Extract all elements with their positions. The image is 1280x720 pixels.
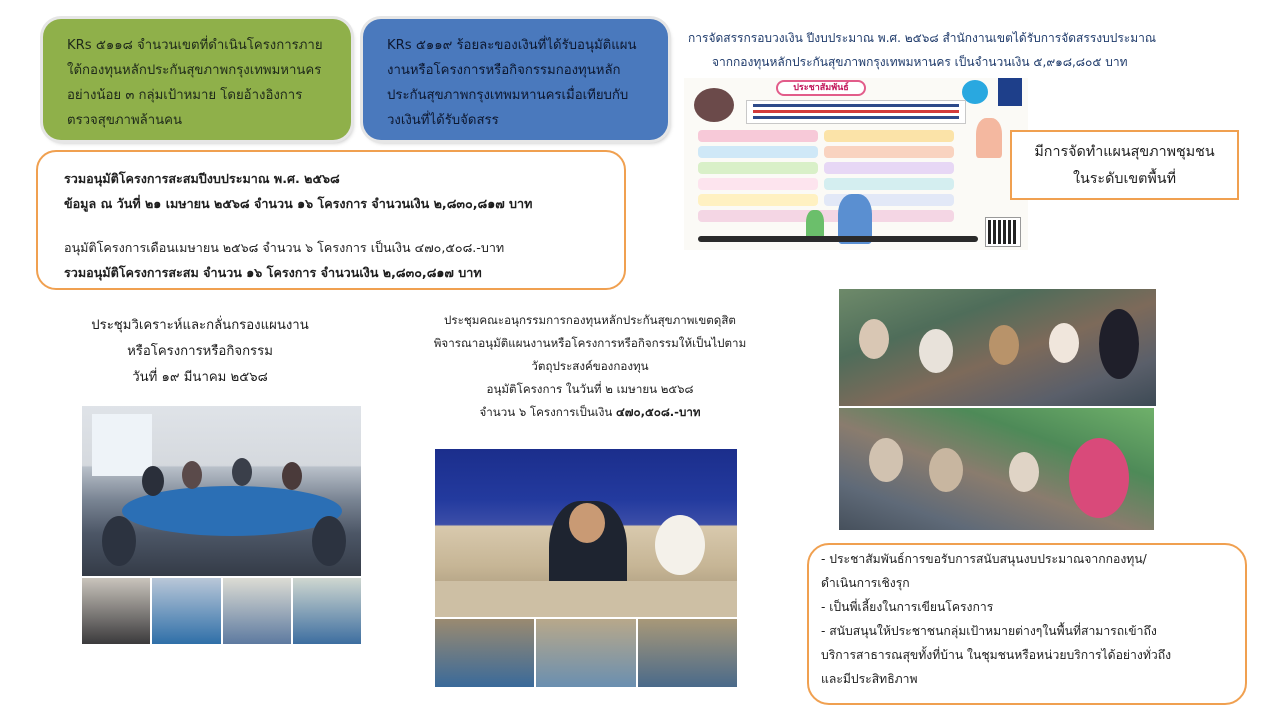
- budget-line-2: จากกองทุนหลักประกันสุขภาพกรุงเทพมหานคร เป็นจำนวนเงิน ๕,๙๑๘,๘๐๕ บาท: [712, 55, 1128, 69]
- committee-thumb: [638, 619, 737, 687]
- poster-card: [698, 194, 818, 206]
- poster-card: [698, 178, 818, 190]
- poster-card: [698, 130, 818, 142]
- meeting-thumb: [223, 578, 291, 644]
- meeting-thumb: [152, 578, 220, 644]
- poster-heading: ประชาสัมพันธ์: [776, 80, 866, 96]
- bullet-line: - ประชาสัมพันธ์การขอรับการสนับสนุนงบประมาณจากกองทุน/: [821, 552, 1147, 566]
- caption-center-line-3: วัตถุประสงค์ของกองทุน: [531, 359, 649, 373]
- bullet-line: บริการสาธารณสุขทั้งที่บ้าน ในชุมชนหรือหน่วยบริการได้อย่างทั่วถึง: [821, 648, 1172, 662]
- poster-figure: [976, 118, 1002, 158]
- caption-center-amount: ๔๗๐,๕๐๘.-บาท: [616, 405, 701, 419]
- poster-footer: [698, 236, 978, 242]
- plan-line-2: ในระดับเขตพื้นที่: [1072, 171, 1177, 187]
- meeting-thumb: [82, 578, 150, 644]
- summary-cumulative-total: รวมอนุมัติโครงการสะสม จำนวน ๑๖ โครงการ จำนวนเงิน ๒,๘๓๐,๘๑๗ บาท: [64, 265, 482, 280]
- caption-left-line-2: หรือโครงการหรือกิจกรรม: [127, 344, 273, 359]
- summary-title: รวมอนุมัติโครงการสะสมปีงบประมาณ พ.ศ. ๒๕๖๘: [64, 171, 340, 186]
- poster-card: [698, 162, 818, 174]
- poster-card: [698, 146, 818, 158]
- meeting-photo-main: [82, 406, 361, 576]
- mascot-illustration: [694, 88, 734, 122]
- poster-card: [824, 146, 954, 158]
- bullet-line: ดำเนินการเชิงรุก: [821, 576, 910, 590]
- caption-left-line-1: ประชุมวิเคราะห์และกลั่นกรองแผนงาน: [91, 318, 309, 333]
- approval-summary-box: [36, 150, 626, 290]
- poster-card: [698, 210, 954, 222]
- meeting-caption-center: [410, 309, 770, 424]
- poster-card: [824, 178, 954, 190]
- speaker-face: [569, 503, 605, 543]
- caption-center-line-1: ประชุมคณะอนุกรรมการกองทุนหลักประกันสุขภาพเขตดุสิต: [444, 313, 736, 327]
- kr-5118-box: KRs ๕๑๑๘ จำนวนเขตที่ดำเนินโครงการภายใต้กองทุนหลักประกันสุขภาพกรุงเทพมหานครอย่างน้อย ๓ กลุ่มเป้าหมาย โดยอ้างอิงการตรวจสุขภาพล้านคน: [43, 19, 351, 140]
- qr-code-icon: [986, 218, 1020, 246]
- poster-card: [824, 130, 954, 142]
- window: [92, 414, 152, 476]
- bullet-line: - เป็นพี่เลี้ยงในการเขียนโครงการ: [821, 600, 994, 614]
- pr-poster-image: [684, 78, 1028, 250]
- caption-center-line-5: [410, 401, 770, 424]
- desk: [435, 581, 737, 617]
- community-photo-1: [839, 289, 1156, 406]
- director-photo: [435, 449, 737, 617]
- bullet-line: และมีประสิทธิภาพ: [821, 672, 918, 686]
- bangkok-logo-icon: [998, 78, 1022, 106]
- caption-center-line-4: อนุมัติโครงการ ในวันที่ ๒ เมษายน ๒๕๖๘: [486, 382, 694, 396]
- summary-april-approval: อนุมัติโครงการเดือนเมษายน ๒๕๖๘ จำนวน ๖ โครงการ เป็นเงิน ๔๗๐,๕๐๘.-บาท: [64, 240, 505, 255]
- summary-data-date: ข้อมูล ณ วันที่ ๒๑ เมษายน ๒๕๖๘ จำนวน ๑๖ โครงการ จำนวนเงิน ๒,๘๓๐,๘๑๗ บาท: [64, 196, 533, 211]
- community-photo-2: [839, 408, 1154, 530]
- caption-left-date: วันที่ ๑๙ มีนาคม ๒๕๖๘: [132, 370, 268, 385]
- budget-line-1: การจัดสรรกรอบวงเงิน ปีงบประมาณ พ.ศ. ๒๕๖๘ สำนักงานเขตได้รับการจัดสรรงบประมาณ: [688, 31, 1157, 45]
- meeting-caption-left: [50, 313, 350, 391]
- kr-5119-box: KRs ๕๑๑๙ ร้อยละของเงินที่ได้รับอนุมัติแผนงานหรือโครงการหรือกิจกรรมกองทุนหลักประกันสุขภาพกรุงเทพมหานครเมื่อเทียบกับวงเงินที่ได้รับจัดสรร: [363, 19, 668, 140]
- poster-title-band: [746, 100, 966, 124]
- caption-center-prefix: จำนวน ๖ โครงการเป็นเงิน: [479, 405, 613, 419]
- community-health-plan-box: [1010, 130, 1239, 200]
- committee-photo-thumbnails: [435, 619, 737, 687]
- meeting-photo-thumbnails: [82, 578, 361, 644]
- plan-line-1: มีการจัดทำแผนสุขภาพชุมชน: [1034, 144, 1215, 160]
- bullet-line: - สนับสนุนให้ประชาชนกลุ่มเป้าหมายต่างๆในพื้นที่สามารถเข้าถึง: [821, 624, 1157, 638]
- meeting-thumb: [293, 578, 361, 644]
- committee-thumb: [536, 619, 635, 687]
- budget-allocation-text: [688, 26, 1168, 74]
- caption-center-line-2: พิจารณาอนุมัติแผนงานหรือโครงการหรือกิจกรรมให้เป็นไปตาม: [433, 336, 747, 350]
- committee-thumb: [435, 619, 534, 687]
- poster-card: [824, 162, 954, 174]
- support-activities-box: [807, 543, 1247, 705]
- flowers: [655, 515, 705, 575]
